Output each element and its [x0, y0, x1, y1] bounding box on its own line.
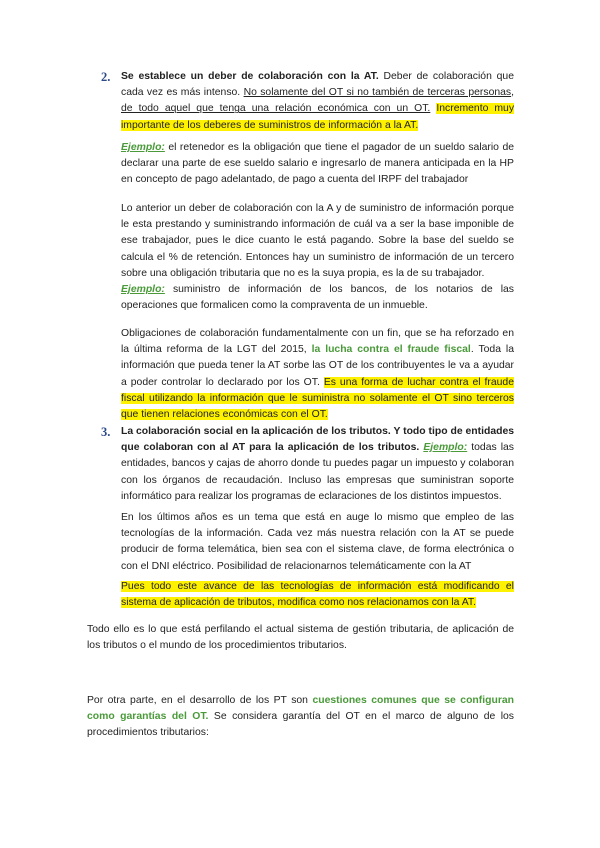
example-paragraph: Ejemplo: el retenedor es la obligación que tiene el pagador de un sueldo salario de declarar una parte de ese sueldo salario e ingresarlo de manera anticipada en la HP en concepto de pago adelantado, de pago a cuenta del IRPF del trabajador — [121, 142, 514, 186]
item-heading: Se establece un deber de colaboración con la AT. — [121, 71, 379, 82]
paragraph: Obligaciones de colaboración fundamentalmente con un fin, que se ha reforzado en la última reforma de la LGT del 2015, la lucha contra el fraude fiscal. Toda la información que pueda tener la AT sorbe las OT de los contribuyentes le va a ayudar a poder controlar lo declarado por los OT. Es una forma de luchar contra el fraude fiscal utilizando la información que le suministra no solamente el OT sino terceros que tienen relaciones económicas con el OT. — [121, 328, 514, 421]
highlighted-text: Incremento muy importante de los deberes de suministros de información a la AT. — [121, 103, 515, 131]
underlined-text: de todo aquel que tenga una relación económica con un OT. — [121, 103, 431, 115]
example-label: Ejemplo: — [121, 142, 165, 153]
paragraph: Todo ello es lo que está perfilando el actual sistema de gestión tributaria, de aplicación de los tributos o el mundo de los procedimientos tributarios. — [87, 624, 514, 652]
highlighted-text: Es una forma de luchar contra el fraude fiscal utilizando la información que le suministra no solamente el OT sino terceros que tienen relaciones económicas con el OT. — [121, 376, 514, 421]
item-heading: La colaboración social en la aplicación de los tributos. Y todo tipo de entidades que colaboran con al AT para la aplicación de los tributos. — [121, 426, 514, 454]
list-number: 3. — [101, 425, 111, 439]
green-emphasis: la lucha contra el fraude fiscal — [311, 344, 471, 356]
highlighted-text: Pues todo este avance de las tecnologías de información está modificando el sistema de aplicación de tributos, modifica como nos relacionamos con la AT. — [121, 581, 514, 609]
paragraph: En los últimos años es un tema que está en auge lo mismo que empleo de las tecnologías de la información. Cada vez más nuestra relación con la AT se puede producir de forma telemática, bien sea con el sistema clave, de forma electrónica o con el DNI eléctrico. Posibilidad de relacionarnos telemáticamente con la AT — [121, 512, 514, 572]
list-number: 2. — [101, 70, 111, 84]
underlined-text: No solamente del OT si no también de terceras personas — [243, 87, 512, 99]
paragraph: Se establece un deber de colaboración con la AT. Deber de colaboración que cada vez es más intenso. No solamente del OT si no también de terceras personas, de todo aquel que tenga una relación económica con un OT. Incremento muy importante de los deberes de suministros de información a la AT. — [121, 71, 515, 131]
paragraph: Lo anterior un deber de colaboración con la A y de suministro de información porque le esta prestando y suministrando información de cuál va a ser la base imponible de ese trabajador, pues le dice cuanto le está pagando. Sobre la base del sueldo se calcula el % de retención. Entonces hay un suministro de información de un tercero sobre una obligación tributaria que no es la suya propia, es la de su trabajador. — [121, 203, 514, 279]
example-label: Ejemplo: — [121, 284, 165, 295]
paragraph: Por otra parte, en el desarrollo de los PT son cuestiones comunes que se configuran como garantías del OT. Se considera garantía del OT en el marco de alguno de los procedimientos tributarios: — [87, 695, 514, 739]
list-item-2 — [101, 69, 515, 134]
list-item-3: 3. La colaboración social en la aplicación de los tributos. Y todo tipo de entidades que colaboran con al AT para la aplicación de los tributos. Ejemplo: todas las entidades, bancos y cajas de ahorro donde tu puedes pagar un impuesto y colaboran con los órganos de recaudación. Incluso las empresas que suministran soporte informático para realizar los programas de eclaraciones de los distintos impuestos. — [101, 425, 514, 502]
example-label: Ejemplo: — [423, 442, 468, 454]
paragraph — [121, 579, 514, 611]
example-paragraph: Ejemplo: suministro de información de los bancos, de los notarios de las operaciones que formalicen como la compraventa de un inmueble. — [121, 284, 514, 312]
green-emphasis: cuestiones comunes que se configuran como garantías del OT. — [87, 695, 514, 723]
